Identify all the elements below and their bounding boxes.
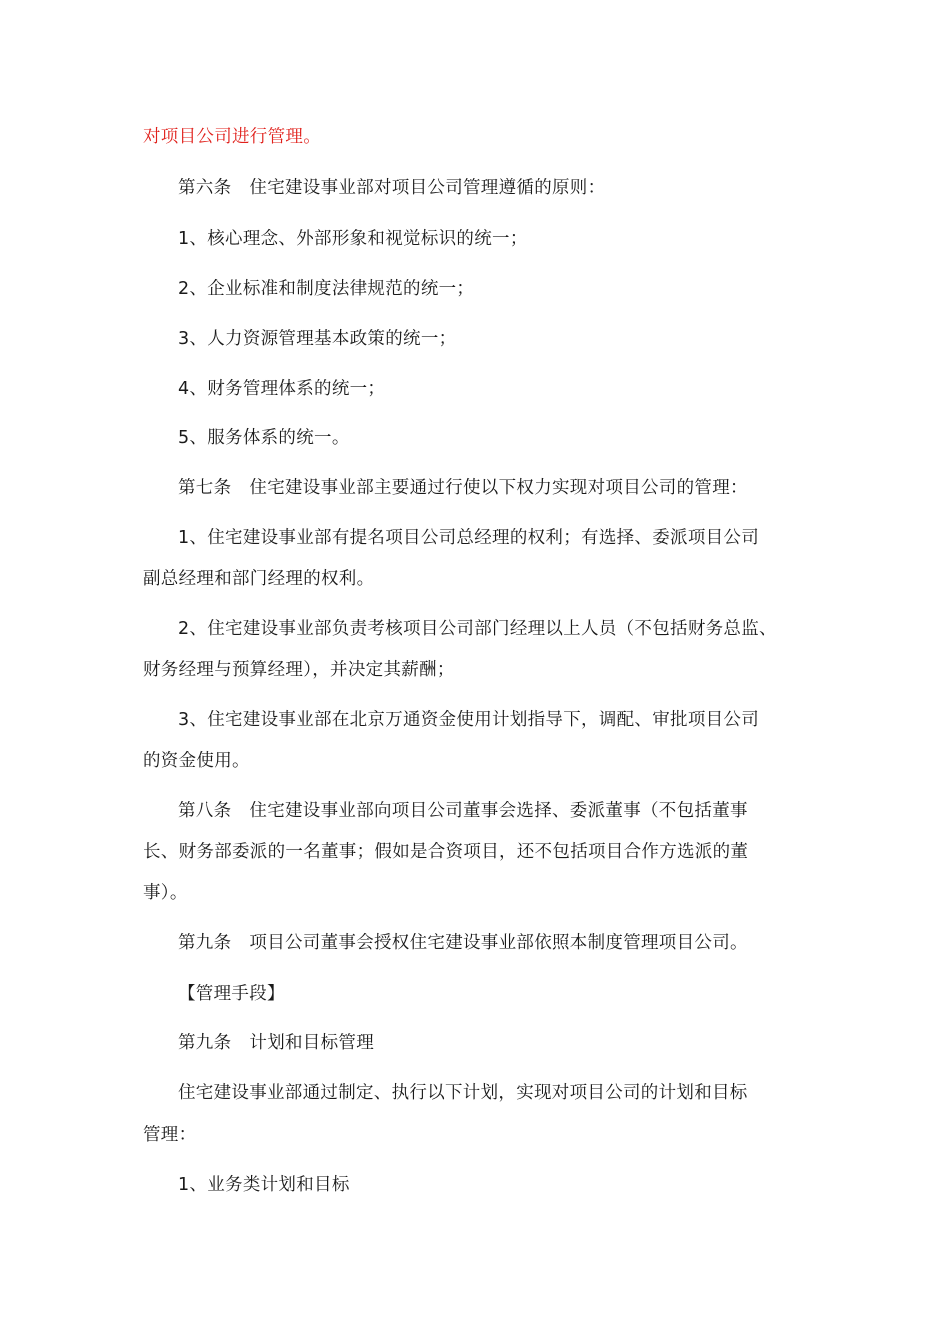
paragraph-continuation: 事）。 (143, 883, 188, 903)
article-number: 第九条 (178, 933, 232, 953)
list-item: 2、住宅建设事业部负责考核项目公司部门经理以上人员（不包括财务总监、 (178, 619, 777, 639)
list-item: 5、服务体系的统一。 (178, 428, 350, 448)
article-number: 第八条 (178, 801, 232, 821)
list-item: 1、业务类计划和目标 (178, 1175, 350, 1195)
list-item: 3、人力资源管理基本政策的统一； (178, 329, 457, 349)
list-item: 3、住宅建设事业部在北京万通资金使用计划指导下，调配、审批项目公司 (178, 710, 760, 730)
article-text: 住宅建设事业部向项目公司董事会选择、委派董事（不包括董事 (249, 801, 748, 821)
article-number: 第六条 (178, 178, 232, 198)
paragraph-line: 住宅建设事业部通过制定、执行以下计划，实现对项目公司的计划和目标 (178, 1083, 748, 1103)
article-text: 项目公司董事会授权住宅建设事业部依照本制度管理项目公司。 (249, 933, 748, 953)
article-9-heading (178, 932, 748, 954)
paragraph-continuation: 长、财务部委派的一名董事；假如是合资项目，还不包括项目合作方选派的董 (143, 842, 749, 862)
article-text: 计划和目标管理 (249, 1033, 375, 1053)
section-heading: 【管理手段】 (178, 984, 285, 1004)
list-item: 2、企业标准和制度法律规范的统一； (178, 279, 475, 299)
article-8-heading (178, 800, 748, 822)
list-item-continuation: 财务经理与预算经理），并决定其薪酬； (143, 660, 455, 680)
list-item: 4、财务管理体系的统一； (178, 379, 386, 399)
article-number: 第九条 (178, 1033, 232, 1053)
list-item-continuation: 副总经理和部门经理的权利。 (143, 569, 375, 589)
list-item-continuation: 的资金使用。 (143, 751, 250, 771)
paragraph-continuation: 管理： (143, 1125, 197, 1145)
article-6-heading (178, 177, 605, 199)
article-number: 第七条 (178, 478, 232, 498)
list-item: 1、住宅建设事业部有提名项目公司总经理的权利；有选择、委派项目公司 (178, 528, 760, 548)
article-7-heading (178, 477, 748, 499)
article-text: 住宅建设事业部主要通过行使以下权力实现对项目公司的管理： (249, 478, 748, 498)
article-9b-heading (178, 1032, 374, 1054)
article-text: 住宅建设事业部对项目公司管理遵循的原则： (249, 178, 606, 198)
paragraph-line-highlighted: 对项目公司进行管理。 (143, 127, 321, 147)
list-item: 1、核心理念、外部形象和视觉标识的统一； (178, 229, 528, 249)
